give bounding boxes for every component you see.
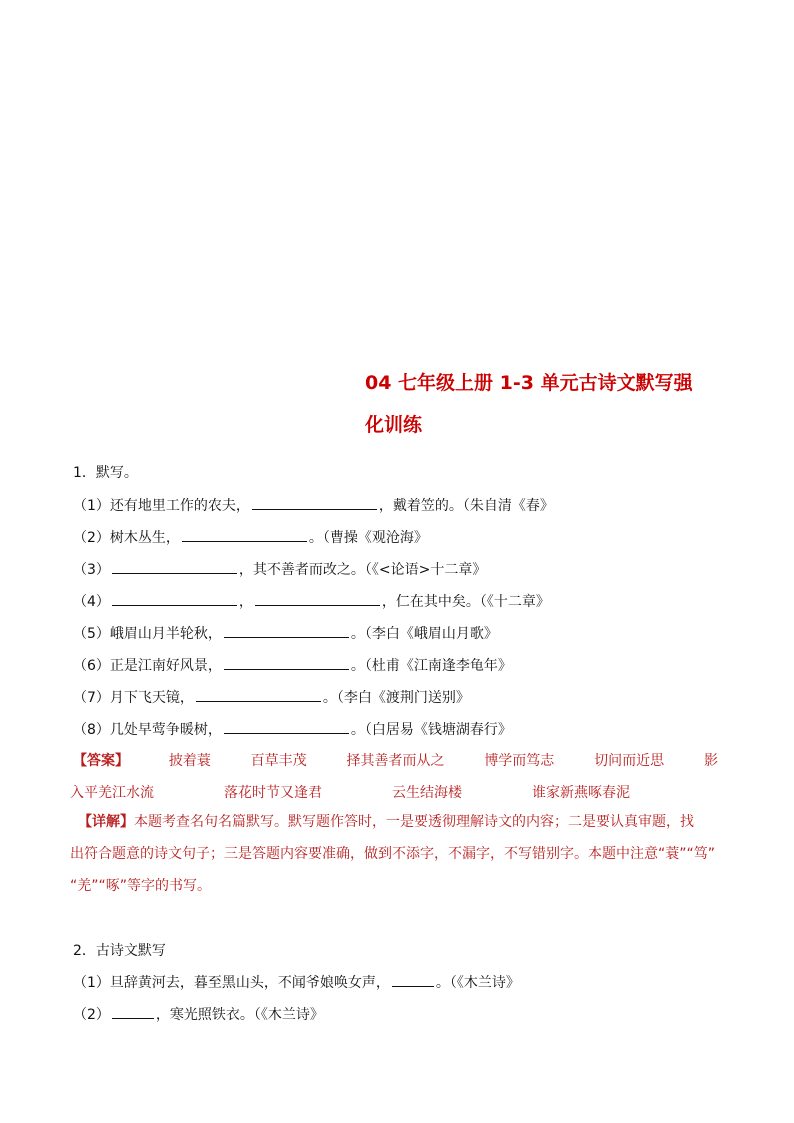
answer-item: 博学而笃志 — [484, 753, 555, 769]
list-item: （3） ，其不善者而改之。（《<论语>十二章》 — [73, 559, 486, 579]
list-item: （6）正是江南好风景， 。（杜甫《江南逢李龟年》 — [73, 655, 512, 675]
detail-label: 【详解】 — [78, 814, 134, 830]
answer-item: 落花时节又逢君 — [224, 785, 322, 801]
answer-blank[interactable] — [224, 719, 349, 734]
answer-item: 云生结海楼 — [392, 785, 462, 801]
question-2-heading: 2．古诗文默写 — [73, 943, 166, 959]
list-item: （2） ，寒光照铁衣。（《木兰诗》 — [73, 1004, 324, 1024]
answer-item: 择其善者而从之 — [346, 753, 445, 769]
answer-blank[interactable] — [252, 495, 377, 510]
document-title — [365, 362, 725, 446]
answer-section — [73, 750, 718, 770]
list-item: （1）还有地里工作的农夫， ，戴着笠的。（朱自清《春》 — [73, 495, 554, 515]
answer-item: 百草丰茂 — [250, 753, 307, 769]
list-item: （2）树木丛生， 。（曹操《观沧海》 — [73, 527, 428, 547]
answer-item: 披着蓑 — [168, 753, 211, 769]
answer-blank[interactable] — [255, 591, 380, 606]
answer-blank[interactable] — [182, 527, 307, 542]
detail-explanation: 【详解】本题考查名句名篇默写。默写题作答时，一是要透彻理解诗文的内容；二是要认真审题，找 出符合题意的诗文句子；三是答题内容要准确，做到不添字，不漏字，不写错别字。本题中注意“蓑”“笃” “羌”“啄”等字的书写。 — [70, 814, 716, 894]
answer-item: 影 — [703, 753, 718, 769]
answer-label: 【答案】 — [73, 753, 129, 769]
answer-blank[interactable] — [392, 972, 434, 987]
answer-item: 谁家新燕啄春泥 — [532, 785, 630, 801]
list-item: （7）月下飞天镜， 。（李白《渡荆门送别》 — [73, 687, 470, 707]
list-item: （8）几处早莺争暖树， 。（白居易《钱塘湖春行》 — [73, 719, 512, 739]
question-1-heading: 1．默写。 — [73, 465, 138, 481]
answer-blank[interactable] — [224, 655, 349, 670]
answer-blank[interactable] — [224, 623, 349, 638]
list-item: （1）旦辞黄河去，暮至黑山头，不闻爷娘唤女声， 。（《木兰诗》 — [73, 972, 520, 992]
answer-item: 切问而近思 — [594, 753, 665, 769]
answer-item: 入平羌江水流 — [70, 785, 154, 801]
answer-blank[interactable] — [112, 559, 237, 574]
title-line-2: 化训练 — [365, 414, 423, 436]
answer-blank[interactable] — [196, 687, 321, 702]
answer-blank[interactable] — [112, 1004, 154, 1019]
answer-blank[interactable] — [112, 591, 237, 606]
title-line-1: 04 七年级上册 1-3 单元古诗文默写强 — [365, 372, 693, 394]
list-item: （5）峨眉山月半轮秋， 。（李白《峨眉山月歌》 — [73, 623, 498, 643]
answer-section-continued — [70, 782, 630, 802]
list-item: （4） ， ，仁在其中矣。（《十二章》 — [73, 591, 550, 611]
